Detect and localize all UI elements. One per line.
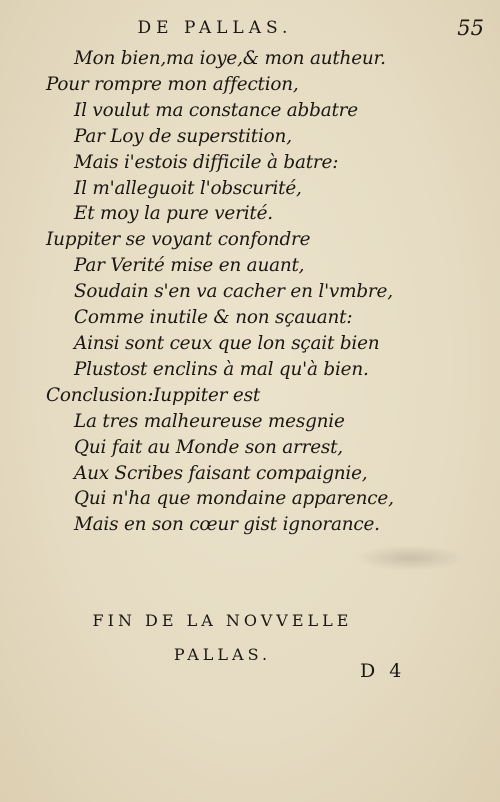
signature-mark: D 4: [360, 660, 406, 682]
closing-line-1: FIN DE LA NOVVELLE: [92, 611, 353, 630]
poem-line: Par Verité mise en auant,: [74, 255, 305, 277]
poem-line: La tres malheureuse mesgnie: [74, 410, 345, 432]
poem-line: Qui n'ha que mondaine apparence,: [74, 488, 394, 510]
poem-line: Conclusion:Iuppiter est: [46, 384, 261, 406]
poem-line: Pour rompre mon affection,: [46, 73, 299, 95]
poem: [46, 46, 394, 538]
closing-line-2: PALLAS.: [173, 645, 272, 664]
poem-line: Comme inutile & non sçauant:: [74, 307, 353, 329]
page-number: 55: [457, 16, 484, 40]
poem-line: Mais en son cœur gist ignorance.: [74, 514, 380, 536]
ink-bleed-mark: [355, 545, 465, 571]
poem-line: Plustost enclins à mal qu'à bien.: [74, 358, 369, 380]
poem-line: Et moy la pure verité.: [74, 203, 273, 225]
poem-line: Qui fait au Monde son arrest,: [74, 436, 343, 458]
poem-line: Il voulut ma constance abbatre: [74, 99, 358, 121]
poem-line: Par Loy de superstition,: [74, 125, 292, 147]
poem-line: Mon bien,ma ioye,& mon autheur.: [74, 48, 386, 69]
poem-line: Iuppiter se voyant confondre: [46, 229, 311, 251]
poem-line: Ainsi sont ceux que lon sçait bien: [74, 332, 380, 354]
running-header: DE PALLAS.: [137, 18, 293, 38]
poem-line: Il m'alleguoit l'obscurité,: [74, 177, 302, 199]
poem-line: Aux Scribes faisant compaignie,: [74, 462, 368, 484]
poem-line: Mais i'estois difficile à batre:: [74, 151, 339, 173]
poem-line: Soudain s'en va cacher en l'vmbre,: [74, 281, 393, 303]
